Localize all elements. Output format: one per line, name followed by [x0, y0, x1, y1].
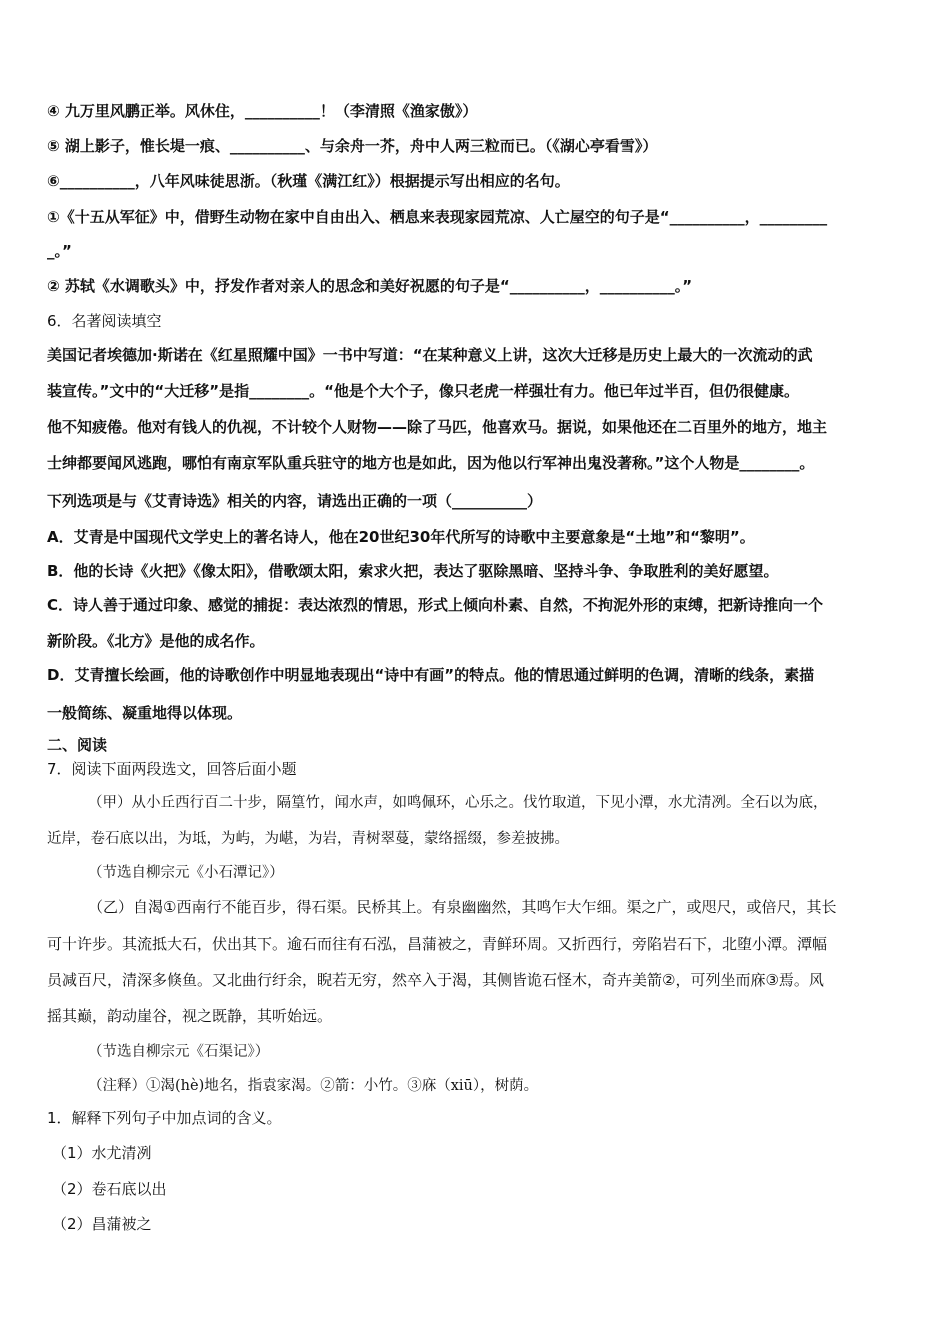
question-7-heading: 7．阅读下面两段选文，回答后面小题 — [47, 760, 297, 778]
option-c-cont: 新阶段。《北方》是他的成名作。 — [47, 632, 265, 650]
poem-prompt-2: ② 苏轼《水调歌头》中，抒发作者对亲人的思念和美好祝愿的句子是“__________，__________。” — [47, 277, 693, 295]
subquestion-1-item-3: （2）昌蒲被之 — [52, 1215, 152, 1233]
subquestion-1-item-2: （2）卷石底以出 — [52, 1180, 167, 1198]
poem-prompt-1: ①《十五从军征》中，借野生动物在家中自由出入、栖息来表现家园荒凉、人亡屋空的句子是“__________，_________ — [47, 208, 828, 226]
option-a: A．艾青是中国现代文学史上的著名诗人，他在20世纪30年代所写的诗歌中主要意象是“土地”和“黎明”。 — [47, 528, 755, 546]
passage-a-source: （节选自柳宗元《小石潭记》） — [88, 865, 284, 881]
q6-choice-prompt: 下列选项是与《艾青诗选》相关的内容，请选出正确的一项（__________） — [47, 492, 543, 510]
option-c: C．诗人善于通过印象、感觉的捕捉：表达浓烈的情思，形式上倾向朴素、自然，不拘泥外形的束缚，把新诗推向一个 — [47, 596, 824, 614]
option-b: B．他的长诗《火把》《像太阳》，借歌颂太阳，索求火把，表达了驱除黑暗、坚持斗争、争取胜利的美好愿望。 — [47, 562, 779, 580]
passage-b-source: （节选自柳宗元《石渠记》） — [88, 1044, 270, 1060]
option-d-cont: 一般简练、凝重地得以体现。 — [47, 704, 243, 722]
passage-b-line-2: 可十许步。其流抵大石，伏出其下。逾石而往有石泓，昌蒲被之，青鲜环周。又折西行，旁陷岩石下，北堕小潭。潭幅 — [47, 935, 828, 953]
option-d: D．艾青擅长绘画，他的诗歌创作中明显地表现出“诗中有画”的特点。他的情思通过鲜明的色调，清晰的线条，素描 — [47, 666, 815, 684]
subquestion-1: 1．解释下列句子中加点词的含义。 — [47, 1109, 282, 1127]
q6-passage-line-4: 士绅都要闻风逃跑，哪怕有南京军队重兵驻守的地方也是如此，因为他以行军神出鬼没著称。”这个人物是________。 — [47, 454, 815, 472]
poem-blank-6: ⑥__________，八年风味徒思浙。（秋瑾《满江红》）根据提示写出相应的名句。 — [47, 172, 570, 190]
poem-prompt-1-cont: _。” — [47, 242, 72, 260]
poem-blank-4: ④ 九万里风鹏正举。风休住，__________！（李清照《渔家傲》） — [47, 102, 478, 120]
question-6-heading: 6．名著阅读填空 — [47, 312, 162, 330]
passage-a-line-2: 近岸，卷石底以出，为坻，为屿，为嵁，为岩，青树翠蔓，蒙络摇缀，参差披拂。 — [47, 831, 569, 847]
passage-b-line-4: 摇其巅，韵动崖谷，视之既静，其听始远。 — [47, 1007, 333, 1025]
poem-blank-5: ⑤ 湖上影子，惟长堤一痕、__________、与余舟一芥，舟中人两三粒而已。（《湖心亭看雪》） — [47, 137, 658, 155]
subquestion-1-item-1: （1）水尤清冽 — [52, 1144, 152, 1162]
q6-passage-line-3: 他不知疲倦。他对有钱人的仇视，不计较个人财物——除了马匹，他喜欢马。据说，如果他还在二百里外的地方，地主 — [47, 418, 828, 436]
passage-b-line-3: 员减百尺，清深多倏鱼。又北曲行纡余，睨若无穷，然卒入于渴，其侧皆诡石怪木，奇卉美箭②，可列坐而庥③焉。风 — [47, 971, 824, 989]
q6-passage-line-2: 装宣传。”文中的“大迁移”是指________。“他是个大个子，像只老虎一样强壮有力。他已年过半百，但仍很健康。 — [47, 382, 799, 400]
q6-passage-line-1: 美国记者埃德加·斯诺在《红星照耀中国》一书中写道：“在某种意义上讲，这次大迁移是历史上最大的一次流动的武 — [47, 346, 813, 364]
passage-a-line-1: （甲）从小丘西行百二十步，隔篁竹，闻水声，如鸣佩环，心乐之。伐竹取道，下见小潭，水尤清冽。全石以为底， — [88, 795, 828, 811]
passage-b-line-1: （乙）自渴①西南行不能百步，得石渠。民桥其上。有泉幽幽然，其鸣乍大乍细。渠之广，或咫尺，或倍尺，其长 — [88, 898, 837, 916]
section-reading-heading: 二、阅读 — [47, 736, 108, 754]
annotation-notes: （注释）①渴(hè)地名，指袁家渴。②箭：小竹。③庥（xiū），树荫。 — [88, 1078, 539, 1094]
